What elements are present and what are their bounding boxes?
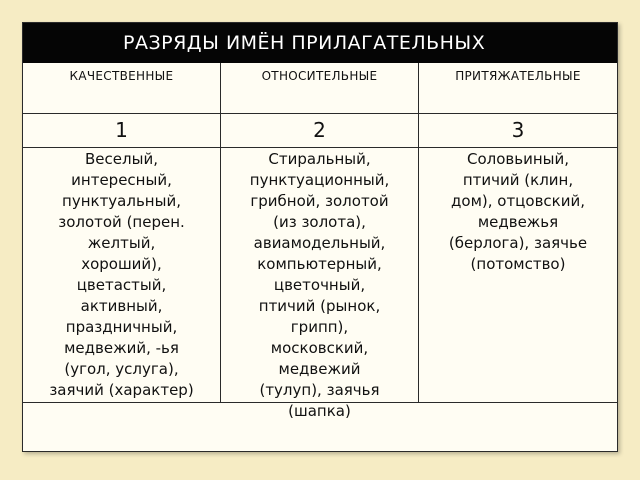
- example-line: (тулуп), заячья: [259, 381, 380, 399]
- example-line: грипп),: [290, 318, 349, 336]
- example-line: цветастый,: [76, 276, 167, 294]
- example-line: (потомство): [470, 255, 566, 273]
- example-line: птичий (клин,: [462, 171, 574, 189]
- example-line: компьютерный,: [257, 255, 382, 273]
- example-line: (берлога), заячье: [448, 234, 588, 252]
- example-line: авиамодельный,: [253, 234, 386, 252]
- example-line: медвежья: [477, 213, 559, 231]
- example-line: хороший),: [81, 255, 162, 273]
- examples-possessive: [419, 149, 617, 275]
- column-number-3: 3: [511, 118, 525, 142]
- example-line: грибной, золотой: [250, 192, 389, 210]
- example-line: активный,: [80, 297, 163, 315]
- example-line: медвежий: [278, 360, 361, 378]
- column-number-1: 1: [115, 118, 128, 142]
- example-line: птичий (рынок,: [258, 297, 381, 315]
- example-line: цветочный,: [273, 276, 366, 294]
- example-line: Веселый,: [85, 150, 158, 168]
- example-line: пунктуационный,: [249, 171, 390, 189]
- header-possessive: ПРИТЯЖАТЕЛЬНЫЕ: [455, 69, 581, 83]
- example-line: медвежий, -ья: [64, 339, 179, 357]
- examples-qualitative: [23, 149, 220, 401]
- row-divider: [23, 147, 617, 148]
- example-line: пунктуальный,: [62, 192, 181, 210]
- example-line: (из золота),: [273, 213, 366, 231]
- example-line: (угол, услуга),: [64, 360, 179, 378]
- example-line: московский,: [270, 339, 369, 357]
- table-grid: [23, 63, 617, 451]
- header-qualitative: КАЧЕСТВЕННЫЕ: [69, 69, 174, 83]
- examples-relative: [221, 149, 418, 422]
- example-line: золотой (перен.: [58, 213, 185, 231]
- header-relative: ОТНОСИТЕЛЬНЫЕ: [261, 69, 378, 83]
- column-number-2: 2: [313, 118, 326, 142]
- example-line: дом), отцовский,: [451, 192, 585, 210]
- example-line: желтый,: [87, 234, 156, 252]
- example-line: (шапка): [288, 402, 351, 420]
- example-line: праздничный,: [65, 318, 178, 336]
- example-line: Стиральный,: [268, 150, 371, 168]
- example-line: Соловьиный,: [466, 150, 569, 168]
- example-line: заячий (характер): [49, 381, 194, 399]
- table-title: РАЗРЯДЫ ИМЁН ПРИЛАГАТЕЛЬНЫХ: [23, 23, 617, 63]
- adjective-categories-table: [22, 22, 618, 452]
- example-line: интересный,: [71, 171, 172, 189]
